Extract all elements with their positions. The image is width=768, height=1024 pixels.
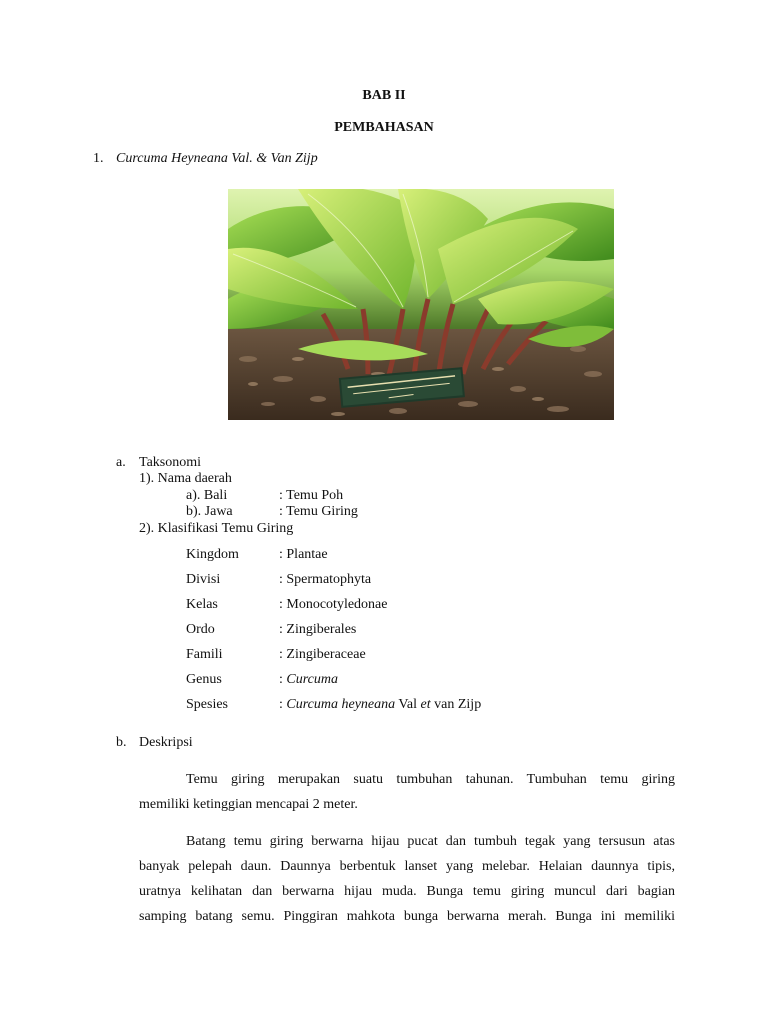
class-label: Kelas	[186, 597, 218, 612]
class-value-prefix: :	[279, 672, 287, 687]
taxonomy-marker: a.	[116, 455, 126, 470]
class-value	[279, 672, 338, 688]
class-label: Genus	[186, 672, 222, 687]
class-value-suffix: van Zijp	[430, 697, 482, 712]
class-value-prefix: :	[279, 697, 287, 712]
class-value: : Spermatophyta	[279, 572, 372, 587]
daerah-value: : Temu Poh	[279, 488, 344, 503]
class-label: Famili	[186, 647, 223, 662]
chapter-heading: BAB II	[362, 88, 406, 103]
paragraph-line: memiliki ketinggian mencapai 2 meter.	[139, 797, 358, 812]
klasifikasi-heading: 2). Klasifikasi Temu Giring	[139, 521, 294, 536]
daerah-label: a). Bali	[186, 488, 228, 503]
class-value: : Monocotyledonae	[279, 597, 388, 612]
description-paragraph	[139, 829, 675, 929]
class-value-italic-2: et	[420, 697, 431, 712]
daerah-value: : Temu Giring	[279, 504, 358, 519]
item-title: Curcuma Heyneana Val. & Van Zijp	[116, 151, 318, 166]
paragraph-line: samping batang semu. Pinggiran mahkota bunga berwarna merah. Bunga ini memiliki	[139, 909, 675, 924]
paragraph-line: banyak pelepah daun. Daunnya berbentuk lanset yang melebar. Helaian daunnya tipis,	[139, 859, 675, 874]
class-label: Spesies	[186, 697, 228, 712]
item-number: 1.	[93, 151, 104, 166]
class-value-italic: Curcuma	[286, 672, 338, 687]
class-label: Divisi	[186, 572, 221, 587]
class-label: Kingdom	[186, 547, 239, 562]
class-value-mid: Val	[395, 697, 421, 712]
description-marker: b.	[116, 735, 127, 750]
class-value: : Zingiberales	[279, 622, 357, 637]
class-value-italic: Curcuma heyneana	[286, 697, 396, 712]
daerah-label: b). Jawa	[186, 504, 233, 519]
taxonomy-heading: Taksonomi	[139, 455, 202, 470]
paragraph-line: uratnya kelihatan dan berwarna hijau muda. Bunga temu giring muncul dari bagian	[139, 884, 675, 899]
description-paragraph	[139, 767, 675, 817]
nama-daerah-heading: 1). Nama daerah	[139, 471, 232, 486]
class-value: : Plantae	[279, 547, 328, 562]
paragraph-line: Batang temu giring berwarna hijau pucat dan tumbuh tegak yang tersusun atas	[186, 834, 675, 849]
section-heading: PEMBAHASAN	[334, 120, 434, 135]
paragraph-line: Temu giring merupakan suatu tumbuhan tahunan. Tumbuhan temu giring	[186, 772, 675, 787]
class-label: Ordo	[186, 622, 215, 637]
plant-photo	[228, 189, 614, 420]
class-value: : Zingiberaceae	[279, 647, 366, 662]
plant-illustration	[228, 189, 614, 420]
class-value	[279, 697, 481, 713]
description-heading: Deskripsi	[139, 735, 193, 750]
